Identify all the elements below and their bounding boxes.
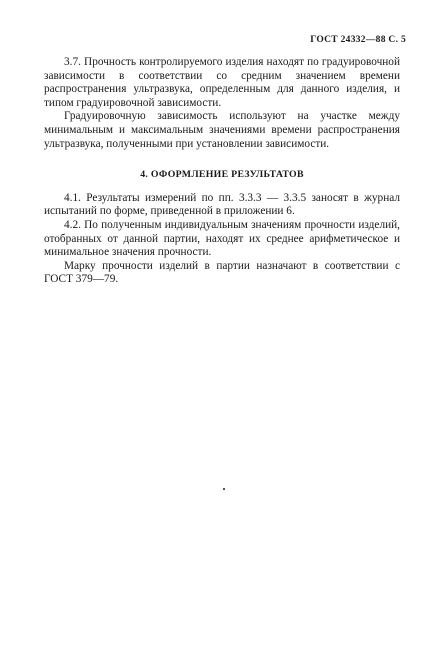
- section-title: 4. ОФОРМЛЕНИЕ РЕЗУЛЬТАТОВ: [140, 169, 304, 181]
- paragraph-4-1: 4.1. Результаты измерений по пп. 3.3.3 — 3.3.5 заносят в журнал испытаний по форме, приведенной в приложении 6.: [44, 191, 400, 218]
- paragraph-4-2: 4.2. По полученным индивидуальным значениям прочности изделий, отобранных от данной партии, находят их среднее арифметическое и минимальное значения прочности.: [44, 218, 400, 259]
- paragraph-3-7: 3.7. Прочность контролируемого изделия находят по градуировочной зависимости в соответствии со средним значением времени распространения ультразвука, определенным для данного изделия, и типом градуировочной зависимости.: [44, 56, 400, 109]
- page-body: [44, 56, 400, 287]
- paragraph-strength-grade: Марку прочности изделий в партии назначают в соответствии с ГОСТ 379—79.: [44, 259, 400, 286]
- paragraph-calibration-range: Градуировочную зависимость используют на участке между минимальным и максимальным значениями времени распространения ультразвука, полученными при установлении зависимости.: [44, 110, 400, 150]
- scan-dot: [223, 488, 225, 490]
- page-header: ГОСТ 24332—88 С. 5: [310, 35, 406, 45]
